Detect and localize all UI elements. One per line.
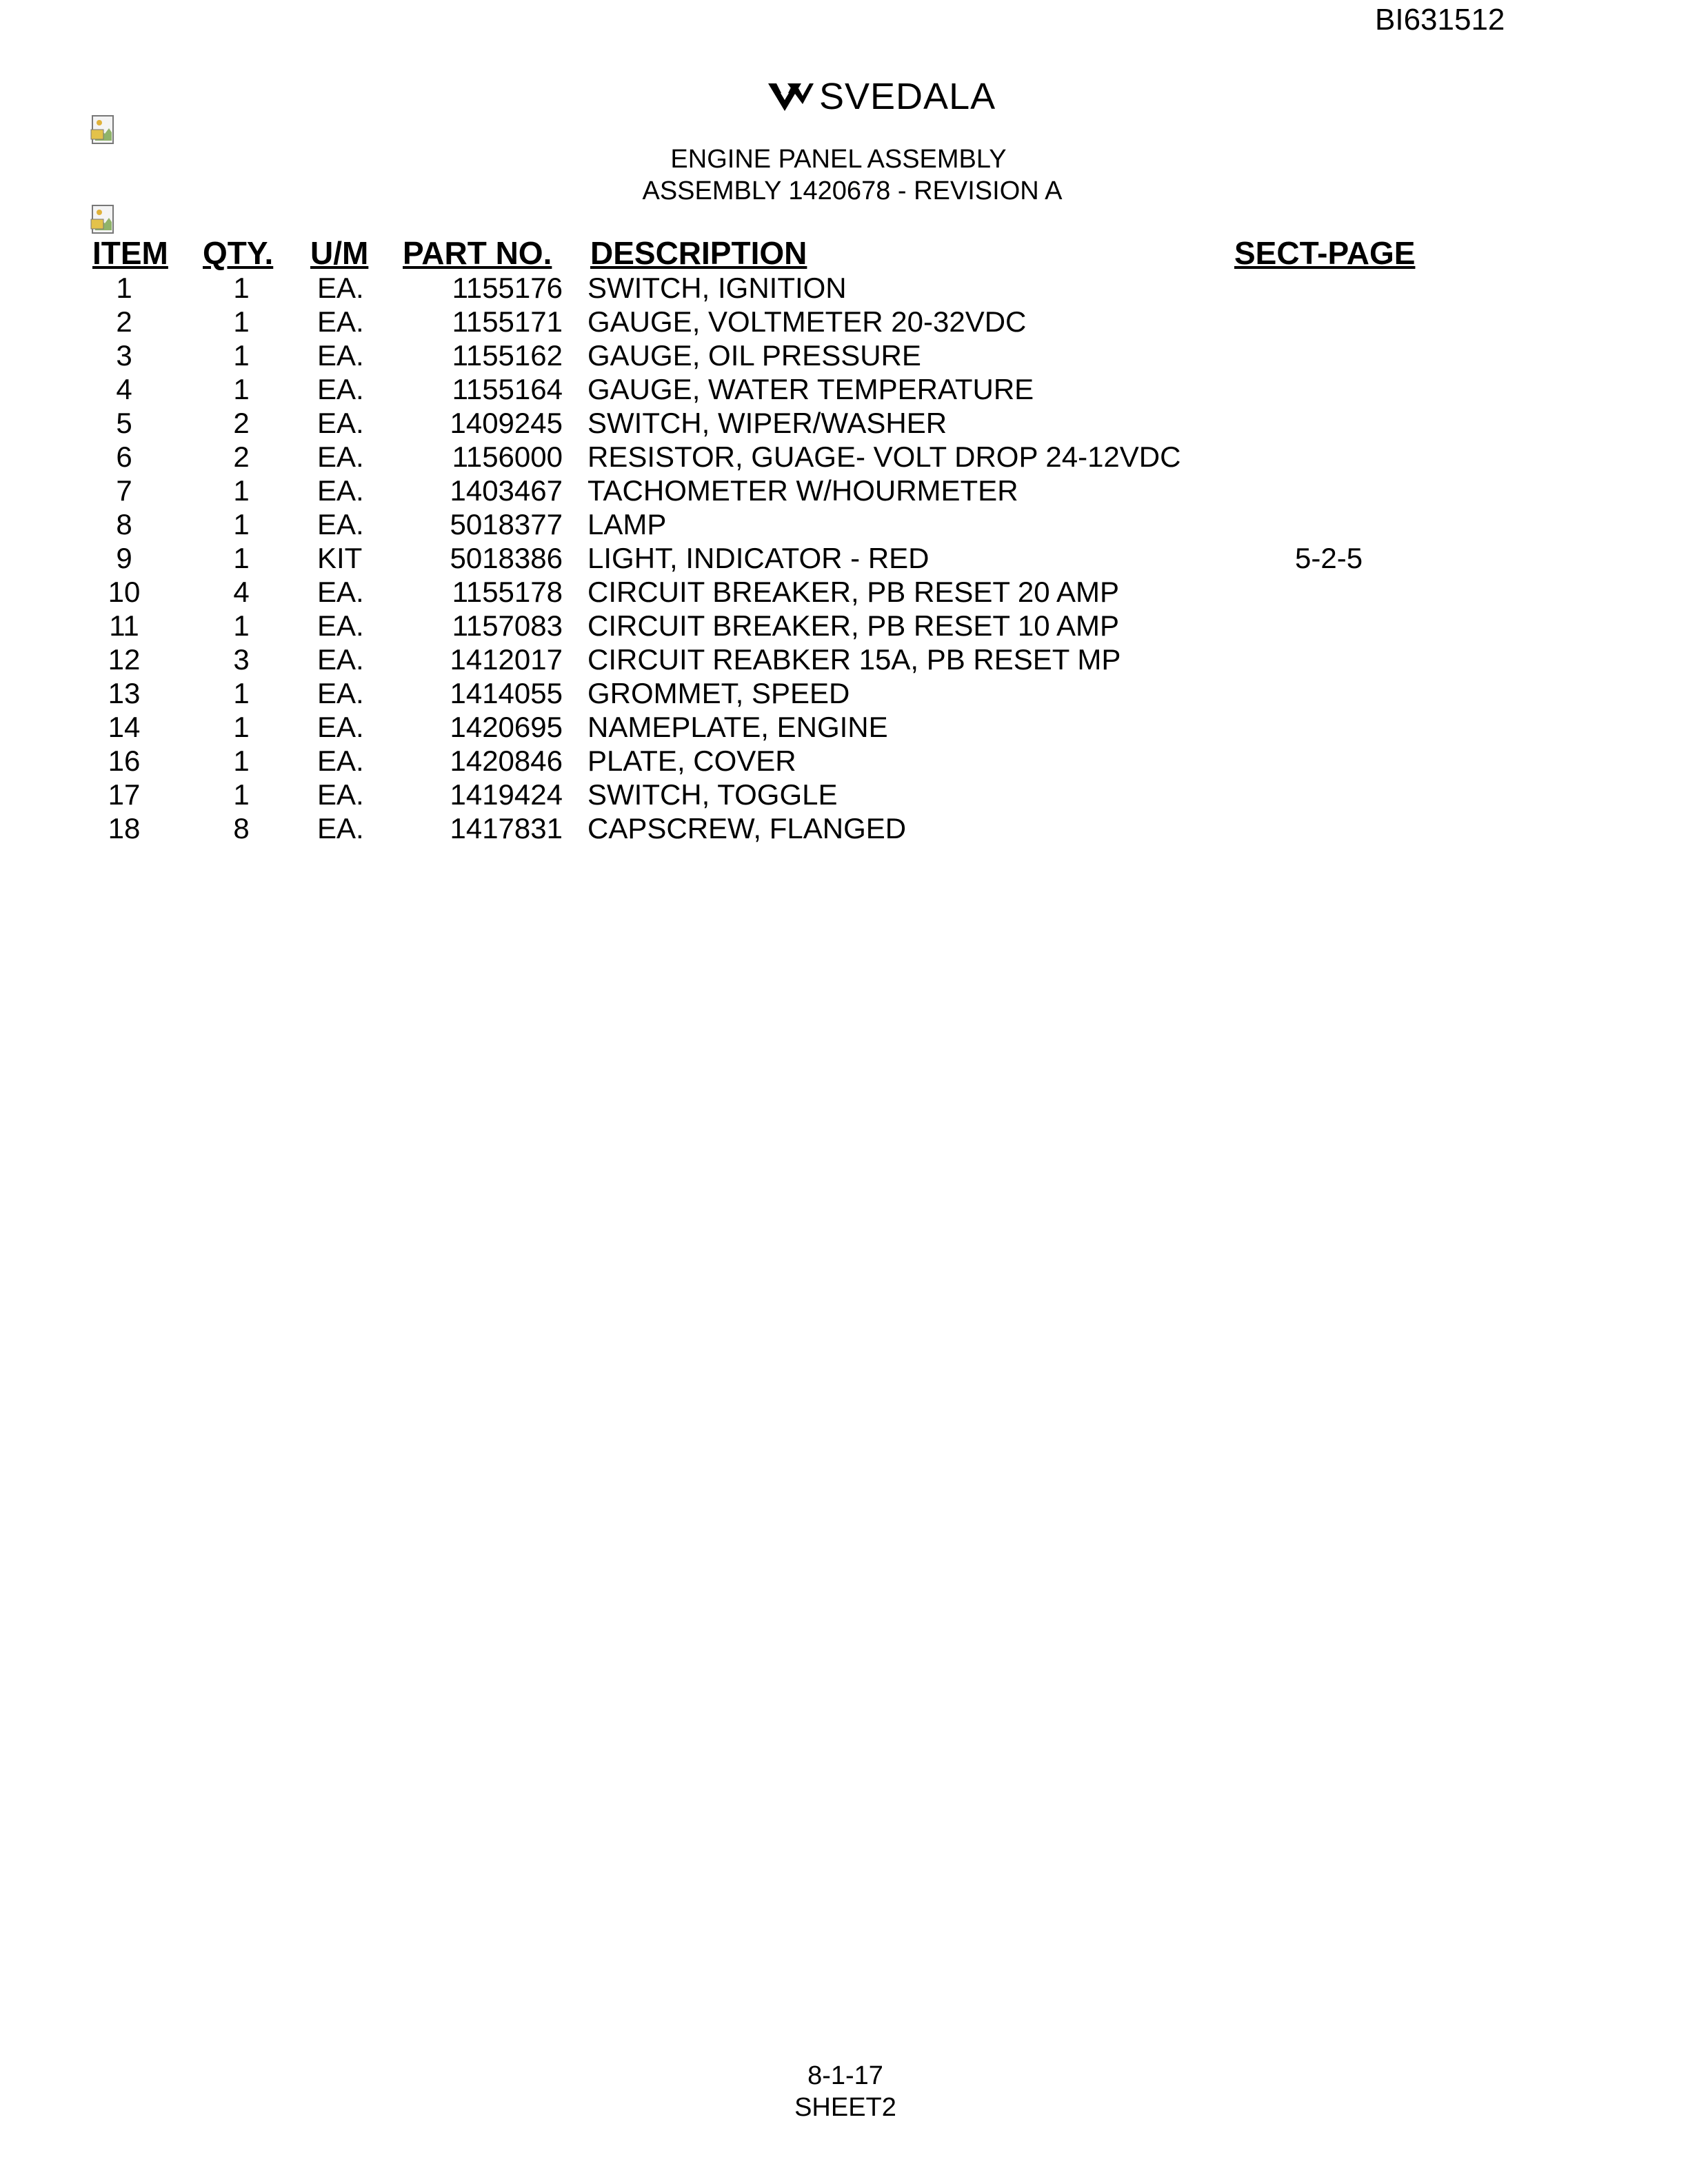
unit-of-measure: EA. — [317, 508, 364, 540]
description: CAPSCREW, FLANGED — [587, 812, 907, 845]
part-number: 5018377 — [450, 508, 563, 540]
header-um: U/M — [310, 235, 369, 271]
header-qty: QTY. — [203, 235, 274, 271]
part-number: 1156000 — [452, 441, 563, 473]
quantity: 1 — [233, 305, 250, 338]
item-number: 1 — [116, 272, 132, 304]
unit-of-measure: EA. — [317, 609, 364, 642]
table-row — [0, 441, 1688, 474]
quantity: 1 — [233, 778, 250, 811]
item-number: 4 — [116, 373, 132, 405]
description: TACHOMETER W/HOURMETER — [587, 474, 1018, 507]
description: GROMMET, SPEED — [587, 677, 850, 709]
quantity: 1 — [233, 745, 250, 777]
description: GAUGE, VOLTMETER 20-32VDC — [587, 305, 1027, 338]
unit-of-measure: EA. — [317, 576, 364, 608]
sheet-label: SHEET2 — [794, 2093, 896, 2122]
part-number: 1419424 — [450, 778, 563, 811]
unit-of-measure: KIT — [317, 542, 363, 574]
table-row — [0, 745, 1688, 778]
description: RESISTOR, GUAGE- VOLT DROP 24-12VDC — [587, 441, 1181, 473]
item-number: 9 — [116, 542, 132, 574]
part-number: 1155162 — [452, 339, 563, 372]
part-number: 1155178 — [452, 576, 563, 608]
description: GAUGE, OIL PRESSURE — [587, 339, 921, 372]
header-item: ITEM — [92, 235, 168, 271]
assembly-subtitle: ASSEMBLY 1420678 - REVISION A — [642, 176, 1063, 205]
table-row — [0, 542, 1688, 575]
item-number: 10 — [108, 576, 141, 608]
unit-of-measure: EA. — [317, 305, 364, 338]
quantity: 1 — [233, 474, 250, 507]
item-number: 14 — [108, 711, 141, 743]
table-row — [0, 339, 1688, 372]
table-row — [0, 305, 1688, 338]
header-part-no: PART NO. — [403, 235, 552, 271]
table-row — [0, 778, 1688, 811]
part-number: 1412017 — [450, 643, 563, 676]
unit-of-measure: EA. — [317, 272, 364, 304]
table-row — [0, 711, 1688, 744]
unit-of-measure: EA. — [317, 441, 364, 473]
quantity: 2 — [233, 407, 250, 439]
header-sect-page: SECT-PAGE — [1234, 235, 1416, 271]
unit-of-measure: EA. — [317, 677, 364, 709]
svedala-logo — [767, 76, 996, 117]
unit-of-measure: EA. — [317, 373, 364, 405]
item-number: 12 — [108, 643, 141, 676]
part-number: 1403467 — [450, 474, 563, 507]
unit-of-measure: EA. — [317, 474, 364, 507]
item-number: 3 — [116, 339, 132, 372]
quantity: 1 — [233, 373, 250, 405]
part-number: 1409245 — [450, 407, 563, 439]
item-number: 16 — [108, 745, 141, 777]
item-number: 13 — [108, 677, 141, 709]
unit-of-measure: EA. — [317, 745, 364, 777]
header-description: DESCRIPTION — [590, 235, 807, 271]
table-row — [0, 812, 1688, 845]
description: SWITCH, IGNITION — [587, 272, 847, 304]
unit-of-measure: EA. — [317, 812, 364, 845]
item-number: 7 — [116, 474, 132, 507]
quantity: 3 — [233, 643, 250, 676]
assembly-title: ENGINE PANEL ASSEMBLY — [670, 145, 1007, 174]
svedala-chevron-logo-icon — [767, 79, 815, 114]
table-row — [0, 677, 1688, 710]
unit-of-measure: EA. — [317, 339, 364, 372]
quantity: 4 — [233, 576, 250, 608]
item-number: 8 — [116, 508, 132, 540]
item-number: 6 — [116, 441, 132, 473]
table-row — [0, 373, 1688, 406]
part-number: 1420846 — [450, 745, 563, 777]
part-number: 1414055 — [450, 677, 563, 709]
description: CIRCUIT BREAKER, PB RESET 10 AMP — [587, 609, 1120, 642]
item-number: 18 — [108, 812, 141, 845]
description: SWITCH, WIPER/WASHER — [587, 407, 947, 439]
description: CIRCUIT BREAKER, PB RESET 20 AMP — [587, 576, 1120, 608]
item-number: 2 — [116, 305, 132, 338]
part-number: 1155176 — [452, 272, 563, 304]
description: PLATE, COVER — [587, 745, 796, 777]
unit-of-measure: EA. — [317, 778, 364, 811]
quantity: 1 — [233, 542, 250, 574]
description: GAUGE, WATER TEMPERATURE — [587, 373, 1034, 405]
quantity: 1 — [233, 272, 250, 304]
quantity: 8 — [233, 812, 250, 845]
page-number: 8-1-17 — [807, 2061, 883, 2090]
quantity: 1 — [233, 339, 250, 372]
description: NAMEPLATE, ENGINE — [587, 711, 888, 743]
quantity: 1 — [233, 609, 250, 642]
part-number: 1155164 — [452, 373, 563, 405]
unit-of-measure: EA. — [317, 643, 364, 676]
document-image-icon[interactable] — [90, 114, 120, 146]
sect-page: 5-2-5 — [1295, 542, 1363, 574]
quantity: 1 — [233, 711, 250, 743]
table-row — [0, 576, 1688, 609]
description: LAMP — [587, 508, 667, 540]
part-number: 1417831 — [450, 812, 563, 845]
logo-text: SVEDALA — [819, 76, 996, 117]
item-number: 5 — [116, 407, 132, 439]
unit-of-measure: EA. — [317, 407, 364, 439]
table-row — [0, 508, 1688, 541]
part-number: 1420695 — [450, 711, 563, 743]
part-number: 5018386 — [450, 542, 563, 574]
item-number: 11 — [109, 609, 139, 642]
table-row — [0, 643, 1688, 676]
quantity: 1 — [233, 677, 250, 709]
document-image-icon[interactable] — [90, 204, 120, 236]
table-row — [0, 407, 1688, 440]
quantity: 1 — [233, 508, 250, 540]
quantity: 2 — [233, 441, 250, 473]
unit-of-measure: EA. — [317, 711, 364, 743]
table-row — [0, 474, 1688, 507]
description: CIRCUIT REABKER 15A, PB RESET MP — [587, 643, 1121, 676]
item-number: 17 — [108, 778, 141, 811]
table-row — [0, 272, 1688, 305]
description: SWITCH, TOGGLE — [587, 778, 838, 811]
part-number: 1155171 — [452, 305, 563, 338]
description: LIGHT, INDICATOR - RED — [587, 542, 930, 574]
part-number: 1157083 — [452, 609, 563, 642]
document-id: BI631512 — [1375, 3, 1505, 37]
table-row — [0, 609, 1688, 643]
